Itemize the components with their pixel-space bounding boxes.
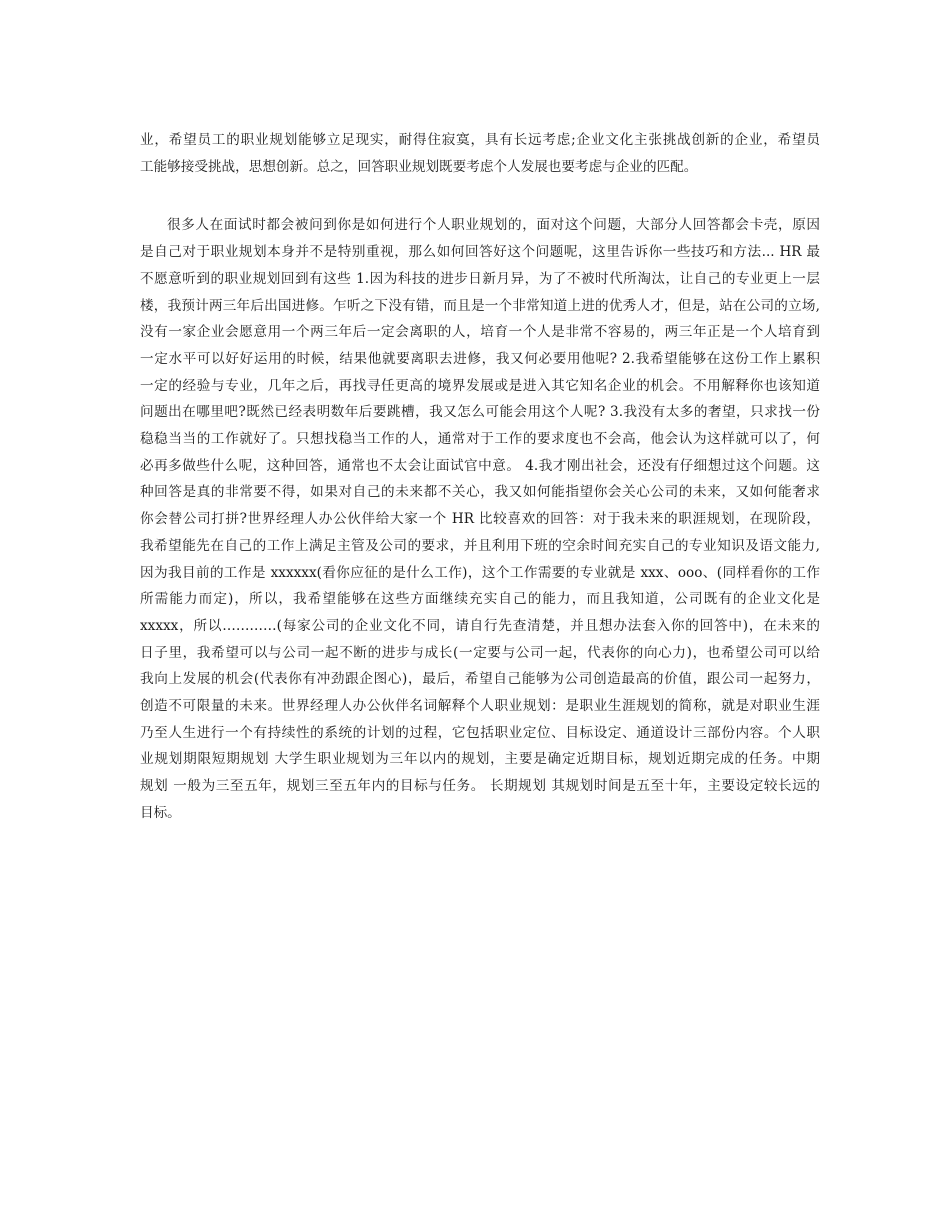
text-line: 你会替公司打拼?世界经理人办公伙伴给大家一个 HR 比较喜欢的回答：对于我未来的职涯规划，在现阶段， [140, 511, 820, 528]
text-line: 很多人在面试时都会被问到你是如何进行个人职业规划的，面对这个问题，大部分人回答都会卡壳，原因 [167, 217, 820, 234]
text-line: 一定的经验与专业，几年之后，再找寻任更高的境界发展或是进入其它知名企业的机会。不用解释你也该知道 [140, 377, 820, 394]
text-line: 种回答是真的非常要不得，如果对自己的未来都不关心，我又如何能指望你会关心公司的未来，又如何能奢求 [140, 484, 820, 501]
text-line: 我向上发展的机会(代表你有冲劲跟企图心)，最后，希望自己能够为公司创造最高的价值，跟公司一起努力， [140, 671, 820, 688]
text-line: xxxxx，所以…………(每家公司的企业文化不同，请自行先查清楚，并且想办法套入你的回答中)，在未来的 [140, 617, 820, 634]
text-line: 因为我目前的工作是 xxxxxx(看你应征的是什么工作)，这个工作需要的专业就是 xxx、ooo、(同样看你的工作 [140, 564, 820, 581]
text-line: 必再多做些什么呢，这种回答，通常也不太会让面试官中意。 4.我才刚出社会，还没有仔细想过这个问题。这 [140, 457, 820, 474]
text-line: 日子里，我希望可以与公司一起不断的进步与成长(一定要与公司一起，代表你的向心力)，也希望公司可以给 [140, 644, 820, 661]
text-line: 问题出在哪里吧?既然已经表明数年后要跳槽，我又怎么可能会用这个人呢? 3.我没有太多的奢望，只求找一份 [140, 404, 820, 421]
text-line: 楼，我预计两三年后出国进修。乍听之下没有错，而且是一个非常知道上进的优秀人才，但是，站在公司的立场, [140, 297, 820, 314]
text-line: 乃至人生进行一个有持续性的系统的计划的过程，它包括职业定位、目标设定、通道设计三部份内容。个人职 [140, 724, 820, 741]
paragraph-spacer [140, 180, 820, 212]
text-line: 业规划期限短期规划 大学生职业规划为三年以内的规划，主要是确定近期目标，规划近期完成的任务。中期 [140, 751, 820, 768]
paragraph-1 [140, 127, 820, 180]
text-line: 工能够接受挑战，思想创新。总之，回答职业规划既要考虑个人发展也要考虑与企业的匹配。 [140, 158, 698, 175]
text-line: 业，希望员工的职业规划能够立足现实，耐得住寂寞，具有长远考虑;企业文化主张挑战创新的企业，希望员 [140, 132, 820, 148]
text-line: 所需能力而定)，所以，我希望能够在这些方面继续充实自己的能力，而且我知道，公司既有的企业文化是 [140, 591, 820, 608]
text-line: 规划 一般为三至五年，规划三至五年内的目标与任务。 长期规划 其规划时间是五至十年，主要设定较长远的 [140, 778, 820, 795]
text-line: 一定水平可以好好运用的时候，结果他就要离职去进修，我又何必要用他呢? 2.我希望能够在这份工作上累积 [140, 350, 820, 367]
paragraph-2 [140, 212, 820, 826]
text-line: 没有一家企业会愿意用一个两三年后一定会离职的人，培育一个人是非常不容易的，两三年正是一个人培育到 [140, 324, 820, 341]
text-line: 是自己对于职业规划本身并不是特别重视，那么如何回答好这个问题呢，这里告诉你一些技巧和方法... HR 最 [140, 244, 820, 261]
text-line: 创造不可限量的未来。世界经理人办公伙伴名词解释个人职业规划：是职业生涯规划的简称，就是对职业生涯 [140, 698, 820, 715]
text-line: 不愿意听到的职业规划回到有这些 1.因为科技的进步日新月异，为了不被时代所淘汰，让自己的专业更上一层 [140, 270, 820, 287]
text-line: 我希望能先在自己的工作上满足主管及公司的要求，并且利用下班的空余时间充实自己的专业知识及语文能力, [140, 537, 820, 554]
text-line: 稳稳当当的工作就好了。只想找稳当工作的人，通常对于工作的要求度也不会高，他会认为这样就可以了，何 [140, 431, 820, 448]
document-body [140, 127, 820, 827]
text-line: 目标。 [140, 804, 181, 821]
